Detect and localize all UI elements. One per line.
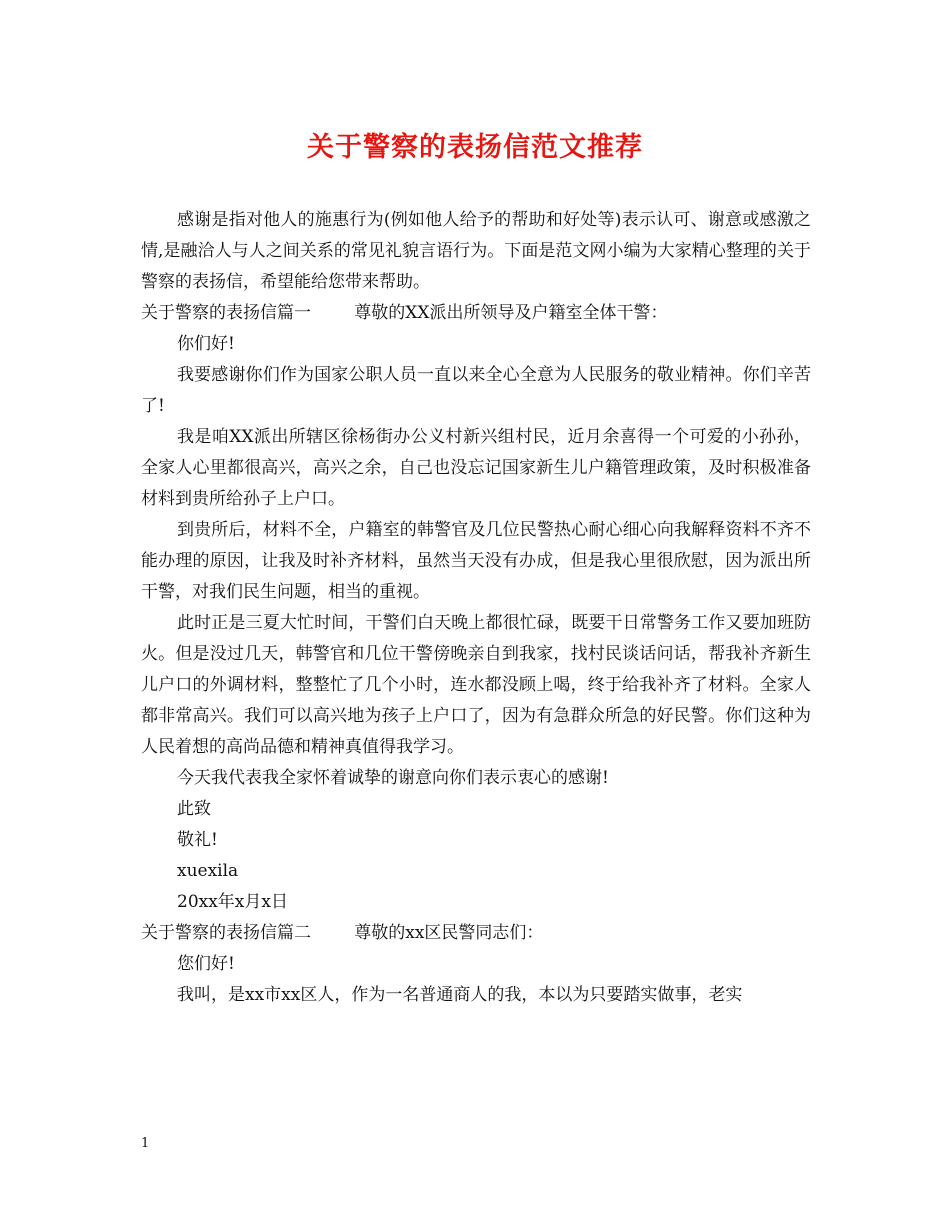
letter2-paragraph-1: 我叫，是xx市xx区人，作为一名普通商人的我，本以为只要踏实做事，老实 xyxy=(177,985,743,1005)
letter1-heading xyxy=(141,298,811,329)
letter2-section-label: 关于警察的表扬信篇二 xyxy=(141,923,311,943)
letter1-paragraph-1: 我要感谢你们作为国家公职人员一直以来全心全意为人民服务的敬业精神。你们辛苦了! xyxy=(141,365,811,416)
letter1-paragraph-5: 今天我代表我全家怀着诚挚的谢意向你们表示衷心的感谢! xyxy=(177,768,609,788)
letter1-paragraph-4: 此时正是三夏大忙时间，干警们白天晚上都很忙碌，既要干日常警务工作又要加班防火。但是没过几天，韩警官和几位干警傍晚亲自到我家，找村民谈话问话，帮我补齐新生儿户口的外调材料，整整忙了几个小时，连水都没顾上喝，终于给我补齐了材料。全家人都非常高兴。我们可以高兴地为孩子上户口了，因为有急群众所急的好民警。你们这种为人民着想的高尚品德和精神真值得我学习。 xyxy=(141,613,811,757)
document-body xyxy=(141,205,811,1011)
intro-paragraph: 感谢是指对他人的施惠行为(例如他人给予的帮助和好处等)表示认可、谢意或感激之情,是融洽人与人之间关系的常见礼貌言语行为。下面是范文网小编为大家精心整理的关于警察的表扬信，希望能给您带来帮助。 xyxy=(141,210,811,292)
letter1-signature: xuexila xyxy=(177,861,239,881)
document-title: 关于警察的表扬信范文推荐 xyxy=(307,132,643,163)
letter1-regards: 敬礼! xyxy=(177,830,218,850)
letter2-greeting: 您们好! xyxy=(177,954,235,974)
letter1-greeting: 你们好! xyxy=(177,334,235,354)
letter1-paragraph-3: 到贵所后，材料不全，户籍室的韩警官及几位民警热心耐心细心向我解释资料不齐不能办理的原因，让我及时补齐材料，虽然当天没有办成，但是我心里很欣慰，因为派出所干警，对我们民生问题，相当的重视。 xyxy=(141,520,811,602)
letter2-heading xyxy=(141,918,811,949)
letter1-section-label: 关于警察的表扬信篇一 xyxy=(141,303,311,323)
letter1-date: 20xx年x月x日 xyxy=(177,892,288,912)
letter1-salutation: 尊敬的XX派出所领导及户籍室全体干警： xyxy=(354,303,668,323)
letter1-paragraph-2: 我是咱XX派出所辖区徐杨街办公义村新兴组村民，近月余喜得一个可爱的小孙孙，全家人心里都很高兴，高兴之余，自己也没忘记国家新生儿户籍管理政策，及时积极准备材料到贵所给孙子上户口。 xyxy=(141,427,811,509)
page-number: 1 xyxy=(141,1136,150,1151)
letter1-closing: 此致 xyxy=(177,799,211,819)
letter2-salutation: 尊敬的xx区民警同志们： xyxy=(354,923,544,943)
